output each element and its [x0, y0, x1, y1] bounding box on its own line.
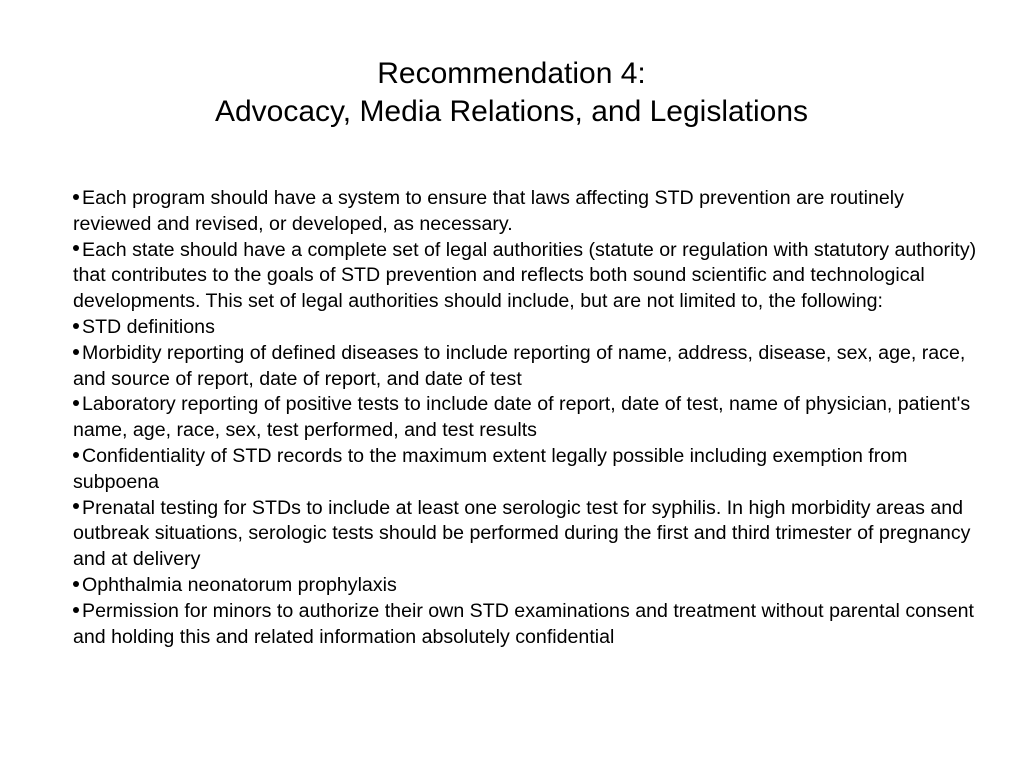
- bullet-item: [73, 599, 978, 651]
- bullet-item: [73, 186, 978, 238]
- bullet-dot-icon: [73, 607, 79, 613]
- bullet-item: [73, 496, 978, 573]
- bullet-list: [73, 186, 978, 650]
- bullet-text: Ophthalmia neonatorum prophylaxis: [82, 573, 397, 596]
- bullet-text: Each state should have a complete set of legal authorities (statute or regulation with statutory authority) that contributes to the goals of STD prevention and reflects both sound scientific and technological developments. This set of legal authorities should include, but are not limited to, the following:: [73, 238, 977, 313]
- title-line-2: Advocacy, Media Relations, and Legislations: [214, 95, 809, 128]
- bullet-item: [73, 392, 978, 444]
- bullet-item: [73, 444, 978, 496]
- bullet-item: [73, 238, 978, 315]
- bullet-dot-icon: [73, 400, 79, 406]
- bullet-dot-icon: [73, 452, 79, 458]
- bullet-item: [73, 573, 978, 599]
- slide-title: [0, 55, 1023, 131]
- bullet-text: Each program should have a system to ensure that laws affecting STD prevention are routinely reviewed and revised, or developed, as necessary.: [73, 187, 904, 235]
- bullet-dot-icon: [73, 581, 79, 587]
- bullet-text: Permission for minors to authorize their own STD examinations and treatment without parental consent and holding this and related information absolutely confidential: [73, 599, 974, 648]
- bullet-dot-icon: [73, 194, 79, 200]
- bullet-dot-icon: [73, 349, 79, 355]
- bullet-text: Prenatal testing for STDs to include at least one serologic test for syphilis. In high morbidity areas and outbreak situations, serologic tests should be performed during the first and third trimester of pregnancy and at delivery: [73, 496, 971, 571]
- bullet-text: Confidentiality of STD records to the maximum extent legally possible including exemption from subpoena: [73, 444, 908, 493]
- bullet-text: Laboratory reporting of positive tests to include date of report, date of test, name of physician, patient's name, age, race, sex, test performed, and test results: [73, 393, 971, 442]
- bullet-dot-icon: [73, 323, 79, 329]
- bullet-item: [73, 315, 978, 341]
- bullet-dot-icon: [73, 245, 79, 251]
- bullet-text: Morbidity reporting of defined diseases to include reporting of name, address, disease, sex, age, race, and source of report, date of report, and date of test: [73, 341, 966, 390]
- bullet-text: STD definitions: [82, 315, 215, 338]
- title-line-1: Recommendation 4:: [377, 57, 646, 90]
- bullet-item: [73, 341, 978, 393]
- bullet-dot-icon: [73, 503, 79, 509]
